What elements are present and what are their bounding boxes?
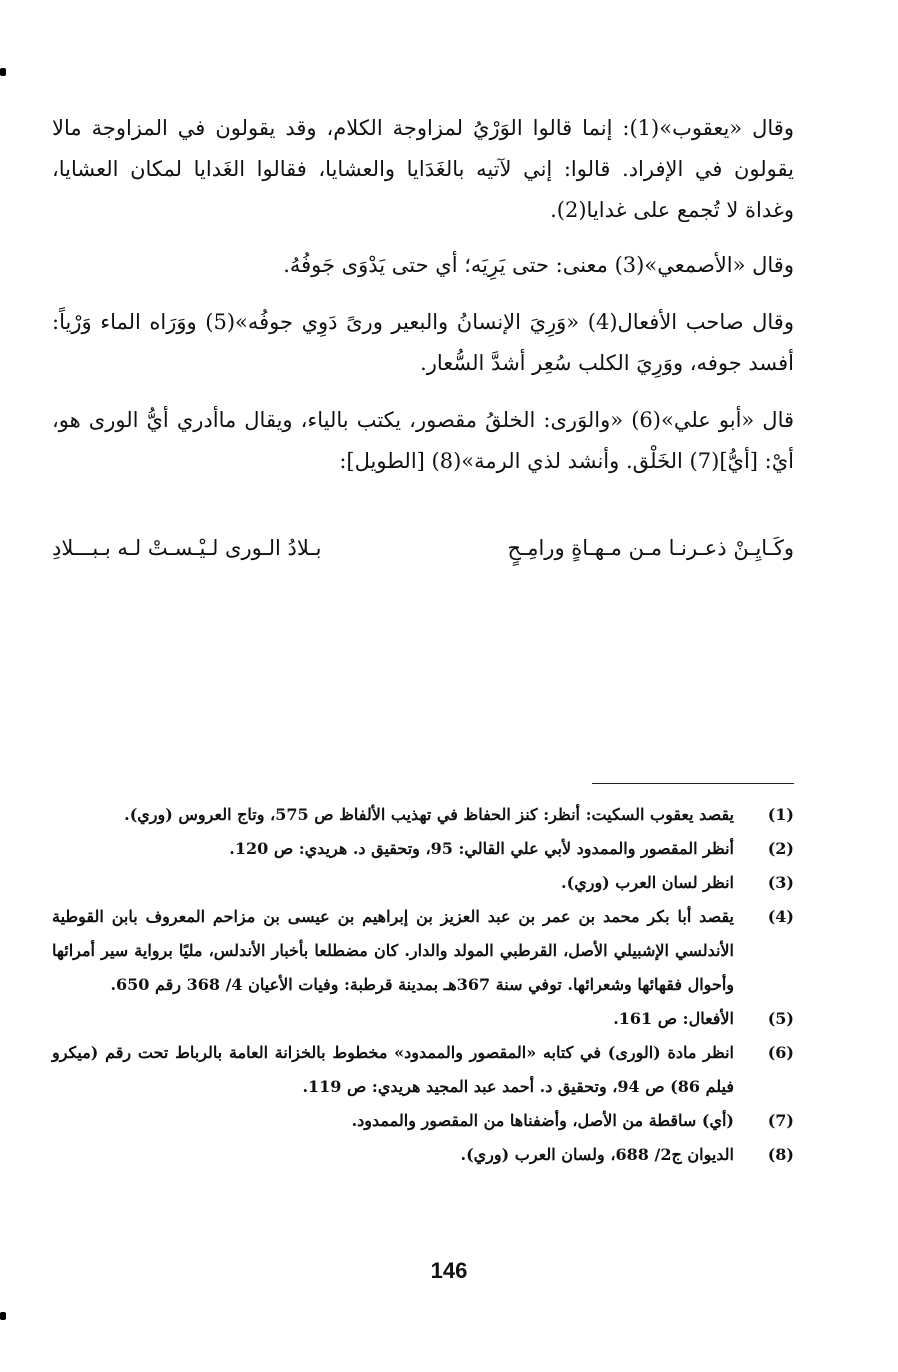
footnote bbox=[52, 900, 794, 1002]
page-number: 146 bbox=[430, 1258, 468, 1283]
footnote-text: يقصد أبا بكر محمد بن عمر بن عبد العزيز بن إبراهيم بن عيسى بن مزاحم المعروف بابن القوطية الأندلسي الإشبيلي الأصل، القرطبي المولد والدار. كان مضطلعا بأخبار الأندلس، مليًا برواية سير أمرائها وأحوال فقهائها وشعرائها. توفي سنة 367هـ بمدينة قرطبة: وفيات الأعيان 4/ 368 رقم 650. bbox=[52, 907, 735, 994]
footnote-number: (7) bbox=[767, 1111, 794, 1130]
footnote bbox=[52, 798, 794, 832]
footnote bbox=[52, 866, 794, 900]
footnote-text: (أي) ساقطة من الأصل، وأضفناها من المقصور والممدود. bbox=[351, 1111, 734, 1130]
footnote-text: انظر لسان العرب (وري). bbox=[561, 873, 734, 892]
paragraph-4: قال «أبو علي»(6) «والوَرى: الخلقُ مقصور، يكتب بالياء، ويقال ماأدري أيُّ الورى هو، أيْ: [أيُّ](7) الخَلْق. وأنشد لذي الرمة»(8) [الطويل]: bbox=[52, 408, 795, 473]
paragraph-2: وقال «الأصمعي»(3) معنى: حتى يَرِيَه؛ أي حتى يَدْوَى جَوفُهُ. bbox=[283, 253, 794, 277]
footnote bbox=[52, 1036, 794, 1104]
poetry-verse bbox=[52, 528, 794, 569]
footnote-text: الديوان ج2/ 688، ولسان العرب (وري). bbox=[460, 1145, 734, 1164]
footnote-text: انظر مادة (الورى) في كتابه «المقصور والممدود» مخطوط بالخزانة العامة بالرباط تحت رقم (ميكرو فيلم 86) ص 94، وتحقيق د. أحمد عبد المجيد هريدي: ص 119. bbox=[52, 1043, 734, 1096]
paragraph-1: وقال «يعقوب»(1): إنما قالوا الوَرْيُ لمزاوجة الكلام، وقد يقولون في المزاوجة مالا يقولون في الإفراد. قالوا: إني لآتيه بالغَدَايا والعشايا، فقالوا الغَدايا لمكان العشايا، وغداة لا تُجمع على غدايا(2). bbox=[52, 116, 794, 222]
main-text bbox=[52, 108, 794, 482]
scan-edge-mark bbox=[0, 1312, 6, 1320]
footnote-number: (8) bbox=[767, 1145, 794, 1164]
footnote-number: (2) bbox=[767, 839, 794, 858]
footnote-number: (6) bbox=[767, 1043, 794, 1062]
footnote bbox=[52, 832, 794, 866]
footnote bbox=[52, 1002, 794, 1036]
verse-second-hemistich: بـلادُ الـورى لـيْـسـتْ لـه بـبـــلادِ bbox=[52, 536, 322, 560]
footnote-separator bbox=[592, 783, 794, 784]
footnote-number: (1) bbox=[767, 805, 794, 824]
footnote-number: (4) bbox=[767, 907, 794, 926]
footnotes bbox=[52, 798, 794, 1172]
footnote-text: الأفعال: ص 161. bbox=[613, 1009, 734, 1028]
paragraph-3: وقال صاحب الأفعال(4) «وَرِيَ الإنسانُ والبعير ورىً دَوِي جوفُه»(5) ووَرَاه الماء وَرْياً: أفسد جوفه، ووَرِيَ الكلب سُعِر أشدَّ السُّعار. bbox=[52, 310, 794, 375]
footnote-text: يقصد يعقوب السكيت: أنظر: كنز الحفاظ في تهذيب الألفاظ ص 575، وتاج العروس (وري). bbox=[124, 805, 734, 824]
footnote bbox=[52, 1104, 794, 1138]
footnote-number: (5) bbox=[767, 1009, 794, 1028]
verse-first-hemistich: وكَـايِـنْ ذعـرنـا مـن مـهـاةٍ ورامِـحٍ bbox=[507, 536, 794, 560]
scan-edge-mark bbox=[0, 68, 6, 76]
footnote bbox=[52, 1138, 794, 1172]
footnote-number: (3) bbox=[767, 873, 794, 892]
footnote-text: أنظر المقصور والممدود لأبي علي القالي: 95، وتحقيق د. هريدي: ص 120. bbox=[229, 839, 734, 858]
